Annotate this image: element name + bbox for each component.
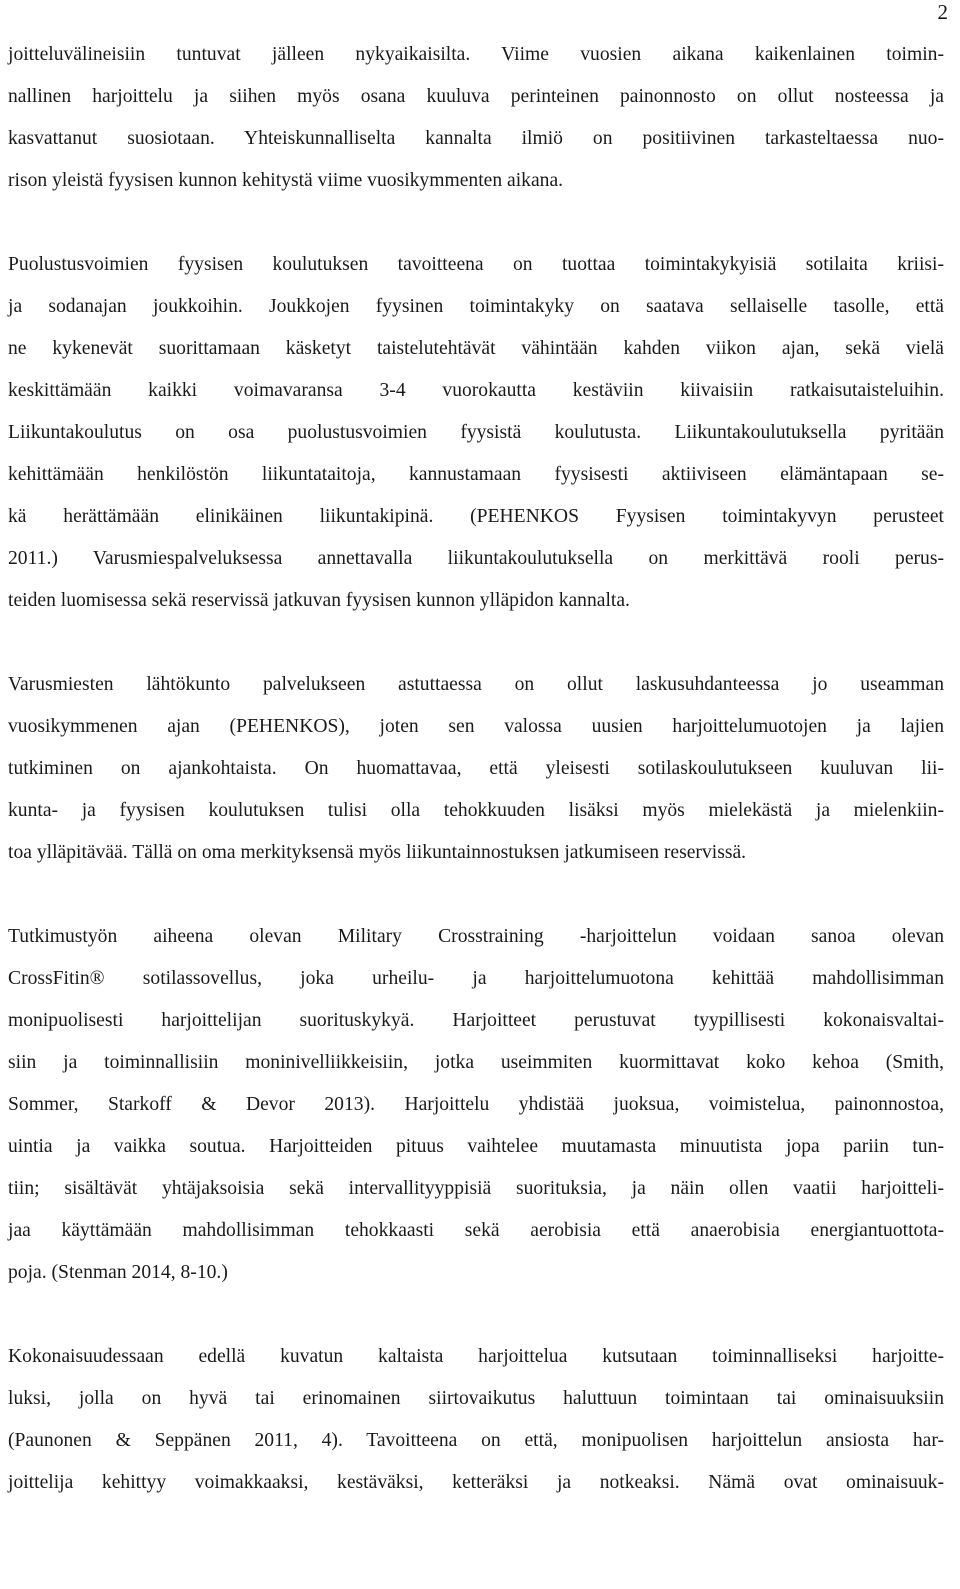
text-line: Tutkimustyön aiheena olevan Military Crosstraining -harjoittelun voidaan sanoa olevan	[8, 926, 944, 947]
text-line: kunta- ja fyysisen koulutuksen tulisi olla tehokkuuden lisäksi myös mielekästä ja mielenkiin-	[8, 800, 944, 821]
text-line: monipuolisesti harjoittelijan suorituskykyä. Harjoitteet perustuvat tyypillisesti kokonaisvaltai-	[8, 1010, 944, 1031]
paragraph-spacer	[8, 622, 944, 664]
text-line: uintia ja vaikka soutua. Harjoitteiden pituus vaihtelee muutamasta minuutista jopa pariin tun-	[8, 1136, 944, 1157]
text-line: siin ja toiminnallisiin moninivelliikkeisiin, jotka useimmiten kuormittavat koko kehoa (Smith,	[8, 1052, 944, 1073]
page-number: 2	[937, 0, 948, 24]
text-line: CrossFitin® sotilassovellus, joka urheilu- ja harjoittelumuotona kehittää mahdollisimman	[8, 968, 944, 989]
text-line: kasvattanut suosiotaan. Yhteiskunnalliselta kannalta ilmiö on positiivinen tarkasteltaessa nuo-	[8, 128, 944, 149]
text-line: joittelija kehittyy voimakkaaksi, kestäväksi, ketteräksi ja notkeaksi. Nämä ovat ominaisuuk-	[8, 1472, 944, 1493]
paragraph-4	[8, 916, 944, 1294]
paragraph-3	[8, 664, 944, 874]
text-line: toa ylläpitävää. Tällä on oma merkityksensä myös liikuntainnostuksen jatkumiseen reservissä.	[8, 842, 747, 863]
paragraph-spacer	[8, 1294, 944, 1336]
text-line: vuosikymmenen ajan (PEHENKOS), joten sen valossa uusien harjoittelumuotojen ja lajien	[8, 716, 944, 737]
text-line: tiin; sisältävät yhtäjaksoisia sekä intervallityyppisiä suorituksia, ja näin ollen vaatii harjoitteli-	[8, 1178, 944, 1199]
text-line: Liikuntakoulutus on osa puolustusvoimien fyysistä koulutusta. Liikuntakoulutuksella pyritään	[8, 422, 944, 443]
text-line: Kokonaisuudessaan edellä kuvatun kaltaista harjoittelua kutsutaan toiminnalliseksi harjoitte-	[8, 1346, 944, 1367]
text-line: poja. (Stenman 2014, 8-10.)	[8, 1262, 228, 1283]
text-line: kä herättämään elinikäinen liikuntakipinä. (PEHENKOS Fyysisen toimintakyvyn perusteet	[8, 506, 944, 527]
text-line: kehittämään henkilöstön liikuntataitoja, kannustamaan fyysisesti aktiiviseen elämäntapaan se-	[8, 464, 944, 485]
paragraph-5	[8, 1336, 944, 1504]
text-line: luksi, jolla on hyvä tai erinomainen siirtovaikutus haluttuun toimintaan tai ominaisuuksiin	[8, 1388, 944, 1409]
text-line: keskittämään kaikki voimavaransa 3-4 vuorokautta kestäviin kiivaisiin ratkaisutaisteluihin.	[8, 380, 944, 401]
text-line: jaa käyttämään mahdollisimman tehokkaasti sekä aerobisia että anaerobisia energiantuottota-	[8, 1220, 944, 1241]
text-line: ja sodanajan joukkoihin. Joukkojen fyysinen toimintakyky on saatava sellaiselle tasolle, että	[8, 296, 944, 317]
paragraph-spacer	[8, 202, 944, 244]
text-line: ne kykenevät suorittamaan käsketyt taistelutehtävät vähintään kahden viikon ajan, sekä vielä	[8, 338, 944, 359]
text-line: (Paunonen & Seppänen 2011, 4). Tavoitteena on että, monipuolisen harjoittelun ansiosta har-	[8, 1430, 944, 1451]
paragraph-1	[8, 34, 944, 202]
paragraph-spacer	[8, 874, 944, 916]
text-line: Sommer, Starkoff & Devor 2013). Harjoittelu yhdistää juoksua, voimistelua, painonnostoa,	[8, 1094, 944, 1115]
text-line: Varusmiesten lähtökunto palvelukseen astuttaessa on ollut laskusuhdanteessa jo useamman	[8, 674, 944, 695]
paragraph-2	[8, 244, 944, 622]
text-line: joitteluvälineisiin tuntuvat jälleen nykyaikaisilta. Viime vuosien aikana kaikenlainen toimin-	[8, 44, 944, 65]
document-body	[8, 34, 944, 1504]
text-line: 2011.) Varusmiespalveluksessa annettavalla liikuntakoulutuksella on merkittävä rooli perus-	[8, 548, 944, 569]
text-line: tutkiminen on ajankohtaista. On huomattavaa, että yleisesti sotilaskoulutukseen kuuluvan lii-	[8, 758, 944, 779]
text-line: teiden luomisessa sekä reservissä jatkuvan fyysisen kunnon ylläpidon kannalta.	[8, 590, 630, 611]
text-line: nallinen harjoittelu ja siihen myös osana kuuluva perinteinen painonnosto on ollut nosteessa ja	[8, 86, 944, 107]
text-line: Puolustusvoimien fyysisen koulutuksen tavoitteena on tuottaa toimintakykyisiä sotilaita kriisi-	[8, 254, 944, 275]
text-line: rison yleistä fyysisen kunnon kehitystä viime vuosikymmenten aikana.	[8, 170, 564, 191]
